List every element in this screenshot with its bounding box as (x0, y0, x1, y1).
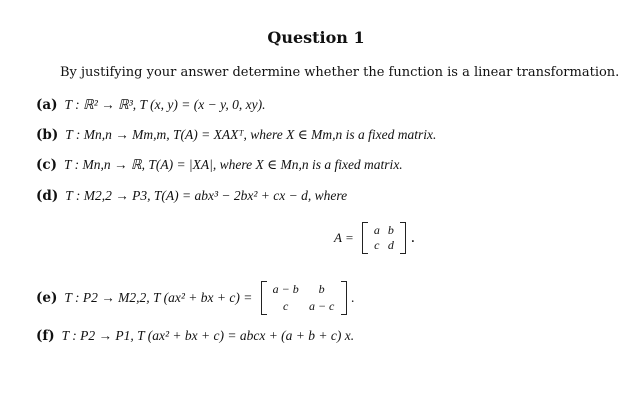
item-text: T : Mn,n → Mm,m, T(A) = XAXᵀ, where X ∈ Mm,n is a fixed matrix. (65, 127, 437, 142)
matrix-entry: d (387, 238, 394, 252)
matrix-a (362, 222, 406, 254)
item-text: T : P2 → M2,2, T (ax² + bx + c) = (64, 290, 253, 305)
matrix-lhs: A = (334, 230, 354, 245)
item-label: (d) (36, 188, 59, 204)
item-label: (b) (36, 127, 59, 143)
item-d (36, 188, 347, 204)
matrix-entry: a − b (272, 282, 299, 296)
matrix-trail: . (350, 290, 355, 305)
item-label: (a) (36, 97, 58, 113)
item-a (36, 97, 265, 113)
item-text: T : M2,2 → P3, T(A) = abx³ − 2bx² + cx − d, where (65, 188, 348, 203)
item-f (36, 328, 354, 344)
matrix-e (261, 281, 347, 315)
item-b (36, 127, 436, 143)
matrix-entry: b (318, 282, 325, 296)
item-label: (c) (36, 157, 57, 173)
item-text: T : Mn,n → ℝ, T(A) = |XA|, where X ∈ Mn,n is a fixed matrix. (64, 157, 403, 172)
item-label: (f) (36, 328, 55, 344)
matrix-entry: b (387, 223, 394, 237)
item-text: T : ℝ² → ℝ³, T (x, y) = (x − y, 0, xy). (64, 97, 266, 112)
matrix-entry: c (374, 238, 380, 252)
item-text: T : P2 → P1, T (ax² + bx + c) = abcx + (a + b + c) x. (61, 328, 355, 343)
matrix-entry: c (283, 299, 289, 313)
item-label: (e) (36, 290, 58, 306)
matrix-trail: . (410, 229, 415, 246)
question-title: Question 1 (267, 28, 365, 47)
item-c (36, 157, 403, 173)
matrix-entry: a (373, 223, 380, 237)
instructions: By justifying your answer determine whether the function is a linear transformation. (60, 65, 620, 80)
matrix-entry: a − c (308, 299, 335, 313)
matrix-a-equation (334, 222, 415, 254)
item-e (36, 281, 354, 315)
